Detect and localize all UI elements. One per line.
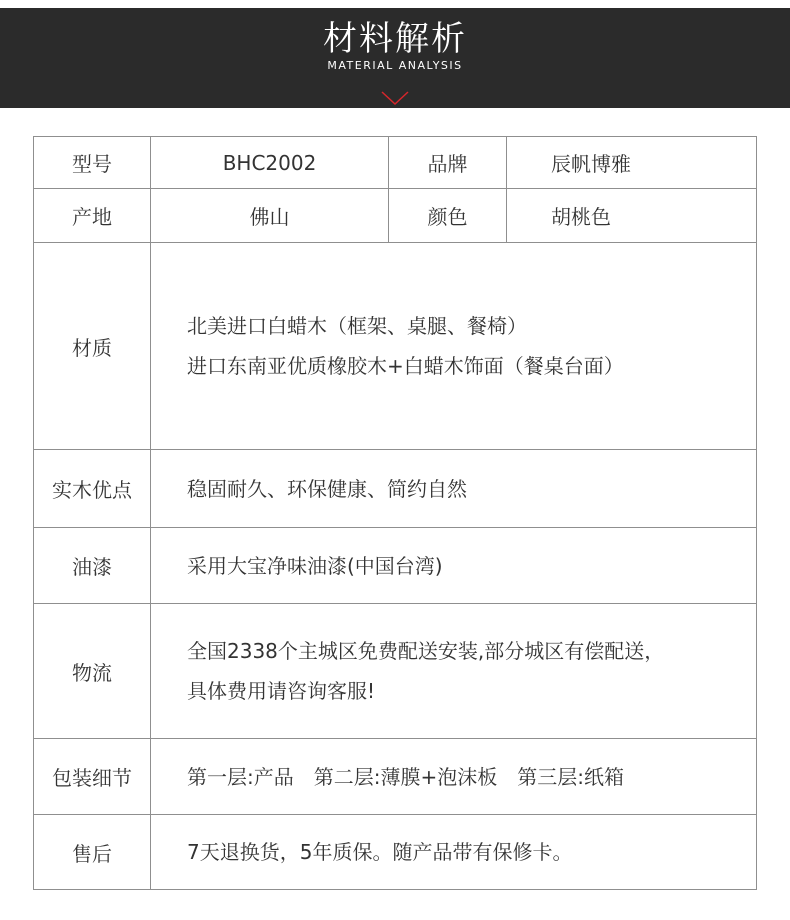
paint-text: 采用大宝净味油漆(中国台湾)	[187, 553, 443, 578]
section-subtitle: MATERIAL ANALYSIS	[327, 59, 463, 72]
color-value: 胡桃色	[507, 189, 757, 243]
table-row	[34, 243, 757, 450]
chevron-down-icon	[380, 90, 410, 106]
packing-label: 包装细节	[34, 739, 151, 815]
color-label: 颜色	[389, 189, 507, 243]
model-label: 型号	[34, 137, 151, 189]
logistics-label: 物流	[34, 604, 151, 739]
packing-text: 第一层:产品 第二层:薄膜+泡沫板 第三层:纸箱	[187, 764, 624, 789]
table-row	[34, 137, 757, 189]
spec-table	[33, 136, 757, 890]
material-line: 北美进口白蜡木（框架、桌腿、餐椅）	[187, 314, 527, 338]
aftersale-label: 售后	[34, 815, 151, 890]
paint-value	[151, 528, 757, 604]
table-row	[34, 815, 757, 890]
aftersale-value	[151, 815, 757, 890]
table-row	[34, 739, 757, 815]
advantage-label: 实木优点	[34, 450, 151, 528]
material-line: 进口东南亚优质橡胶木+白蜡木饰面（餐桌台面）	[187, 354, 624, 378]
origin-label: 产地	[34, 189, 151, 243]
material-value	[151, 243, 757, 450]
logistics-value	[151, 604, 757, 739]
brand-value: 辰帆博雅	[507, 137, 757, 189]
paint-label: 油漆	[34, 528, 151, 604]
logistics-line: 具体费用请咨询客服!	[187, 679, 376, 703]
material-label: 材质	[34, 243, 151, 450]
packing-value	[151, 739, 757, 815]
table-row	[34, 189, 757, 243]
advantage-text: 稳固耐久、环保健康、简约自然	[187, 476, 467, 501]
model-value: BHC2002	[151, 137, 389, 189]
aftersale-text: 7天退换货，5年质保。随产品带有保修卡。	[187, 840, 573, 864]
logistics-line: 全国2338个主城区免费配送安装,部分城区有偿配送，	[187, 639, 665, 663]
section-header	[0, 8, 790, 108]
table-row	[34, 528, 757, 604]
section-title: 材料解析	[323, 19, 467, 59]
table-row	[34, 450, 757, 528]
brand-label: 品牌	[389, 137, 507, 189]
origin-value: 佛山	[151, 189, 389, 243]
advantage-value	[151, 450, 757, 528]
table-row	[34, 604, 757, 739]
